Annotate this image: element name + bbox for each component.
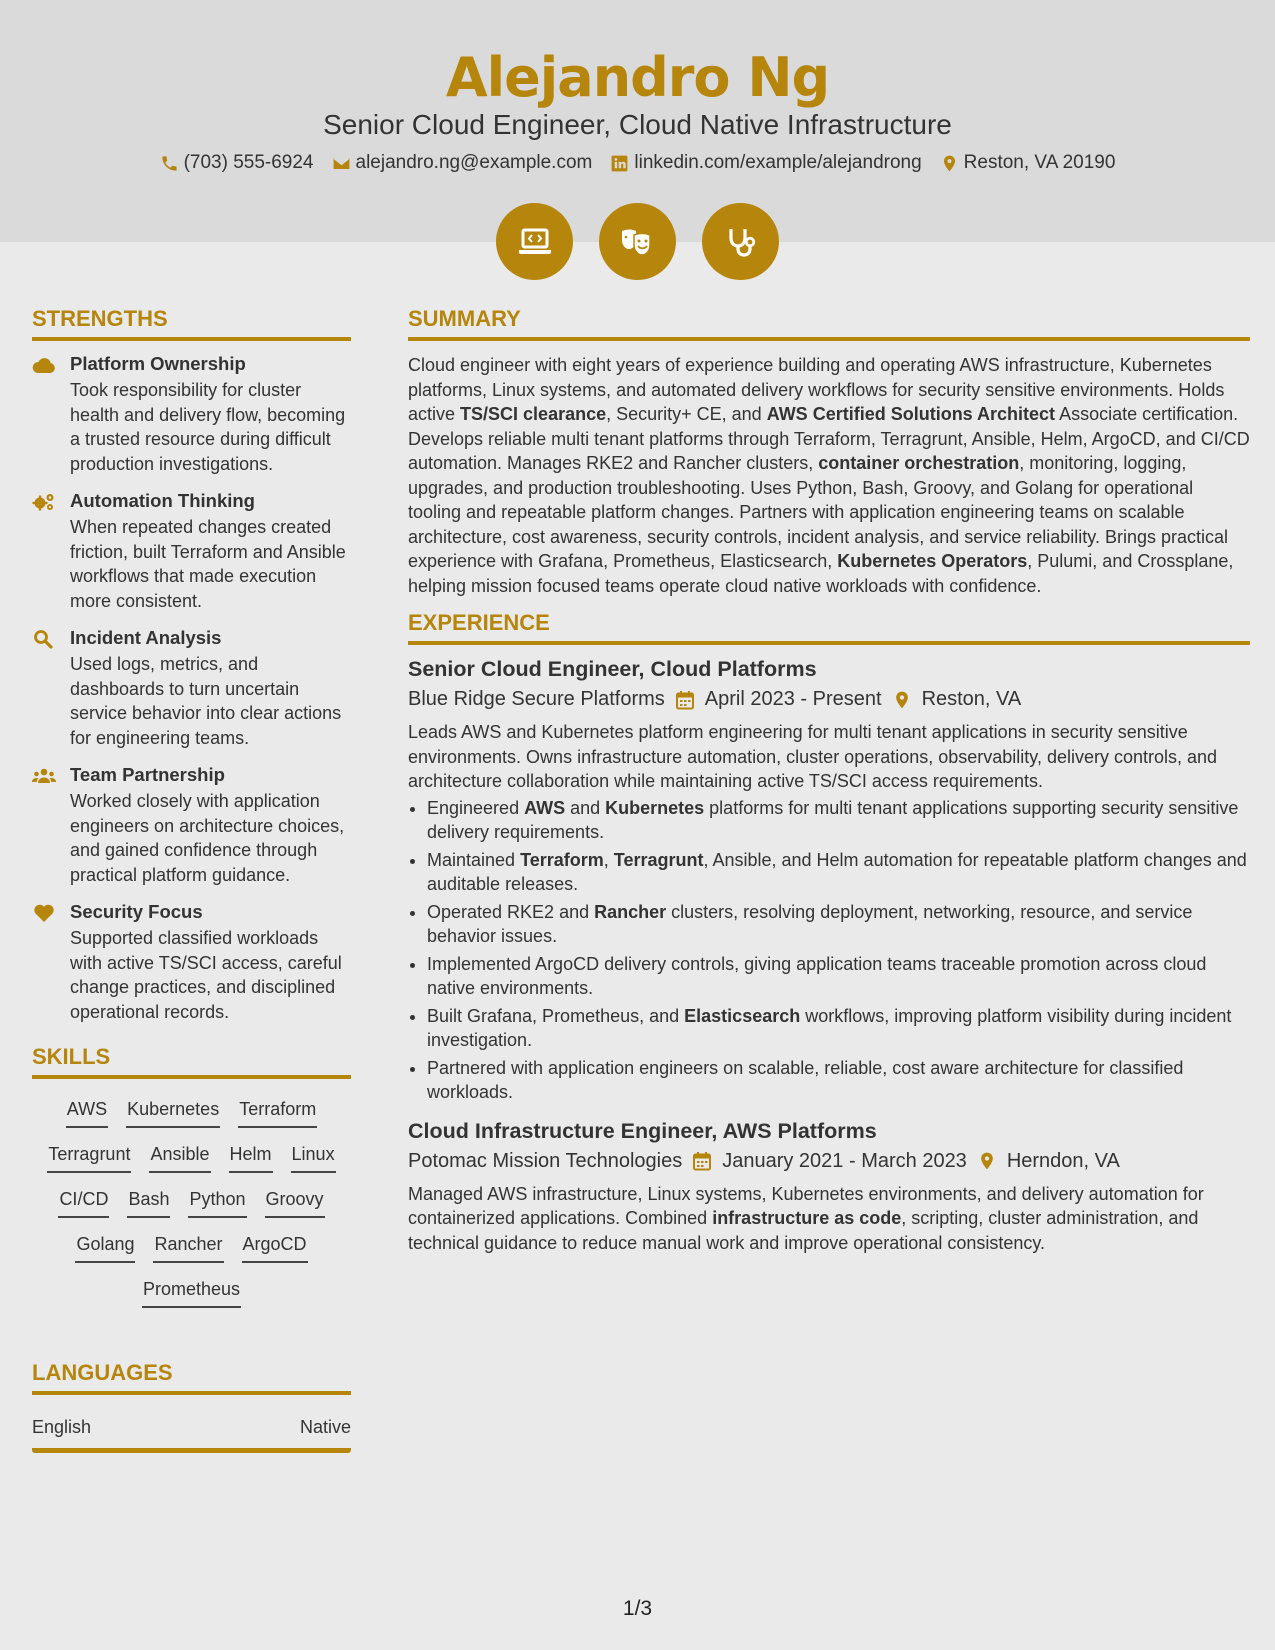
contact-linkedin[interactable] (610, 152, 921, 174)
job-dates: January 2021 - March 2023 (722, 1149, 967, 1172)
job-bullet: • Maintained Terraform, Terragrunt, Ansible, and Helm automation for repeatable platform changes and auditable releases. (427, 848, 1250, 897)
right-column (408, 306, 1250, 1257)
interest-icons (0, 203, 1275, 280)
skills-heading: SKILLS (32, 1044, 351, 1079)
skill-tag: Prometheus (142, 1279, 241, 1308)
cogs-icon (32, 492, 56, 512)
skill-tag: ArgoCD (242, 1234, 308, 1263)
envelope-icon (332, 154, 351, 173)
page-number: 1/3 (622, 1597, 653, 1620)
skill-tag: Golang (75, 1234, 135, 1263)
skill-tag: Linux (291, 1144, 336, 1173)
skill-tag: Kubernetes (126, 1099, 220, 1128)
skill-tag: Terraform (238, 1099, 317, 1128)
job-bullet: • Partnered with application engineers on scalable, reliable, cost aware architecture for classified workloads. (427, 1056, 1250, 1105)
strength-title: Security Focus (70, 901, 203, 922)
job-bullet: • Built Grafana, Prometheus, and Elasticsearch workflows, improving platform visibility during incident investigation. (427, 1004, 1250, 1053)
experience-heading: EXPERIENCE (408, 610, 1250, 645)
summary-heading: SUMMARY (408, 306, 1250, 341)
job-location: Herndon, VA (1006, 1149, 1120, 1172)
skill-tag: Python (188, 1189, 246, 1218)
contact-email[interactable] (332, 152, 593, 174)
map-pin-icon (977, 1151, 997, 1171)
linkedin-icon (610, 154, 629, 173)
job-entry (408, 1119, 1250, 1256)
job-description: Managed AWS infrastructure, Linux systems, Kubernetes environments, and delivery automation for containerized applications. Combined infrastructure as code, scripting, cluster administration, and technical guidance to reduce manual work and improve operational consistency. (408, 1183, 1204, 1253)
strength-item (32, 490, 351, 613)
strengths-heading: STRENGTHS (32, 306, 351, 341)
calendar-icon (692, 1151, 712, 1171)
strength-desc: Worked closely with application engineers on architecture choices, and gained confidence through practical platform guidance. (70, 791, 345, 885)
skill-tag: Helm (229, 1144, 273, 1173)
contact-bar (0, 152, 1275, 174)
contact-linkedin-text: linkedin.com/example/alejandrong (634, 152, 922, 173)
map-pin-icon (892, 690, 912, 710)
job-description: Leads AWS and Kubernetes platform engineering for multi tenant applications in security sensitive environments. Owns infrastructure automation, cluster operations, observability, delivery controls, and architecture collaboration while maintaining active TS/SCI access requirements. (408, 722, 1218, 791)
skill-tag: AWS (66, 1099, 108, 1128)
job-meta (408, 688, 1250, 711)
skill-tag: CI/CD (58, 1189, 109, 1218)
contact-phone[interactable] (160, 152, 314, 174)
strength-title: Automation Thinking (70, 490, 255, 511)
strength-title: Team Partnership (70, 764, 225, 785)
strength-desc: Used logs, metrics, and dashboards to turn uncertain service behavior into clear actions for engineering teams. (70, 654, 342, 748)
skill-tag: Rancher (153, 1234, 223, 1263)
job-title: Senior Cloud Engineer, Cloud Platforms (408, 657, 817, 681)
job-bullet: • Engineered AWS and Kubernetes platforms for multi tenant applications supporting security sensitive delivery requirements. (427, 796, 1250, 845)
strength-item (32, 764, 351, 887)
contact-location (940, 152, 1116, 174)
job-company: Blue Ridge Secure Platforms (408, 688, 665, 710)
job-location: Reston, VA (921, 688, 1022, 710)
job-title: Cloud Infrastructure Engineer, AWS Platforms (408, 1118, 877, 1143)
skill-tag: Bash (127, 1189, 170, 1218)
job-bullet: • Implemented ArgoCD delivery controls, giving application teams traceable promotion across cloud native environments. (427, 952, 1250, 1001)
job-bullets (408, 796, 1250, 1105)
candidate-name: Alejandro Ng (445, 46, 830, 109)
strength-item (32, 901, 351, 1024)
skills-list (32, 1091, 351, 1308)
contact-phone-text: (703) 555-6924 (183, 152, 314, 173)
phone-icon (160, 154, 179, 173)
stethoscope-icon (702, 203, 779, 280)
strength-title: Platform Ownership (70, 353, 246, 374)
heart-icon (32, 903, 56, 923)
map-pin-icon (940, 154, 959, 173)
job-entry (408, 657, 1250, 1105)
strength-title: Incident Analysis (70, 627, 222, 648)
strength-item (32, 627, 351, 750)
language-name: English (32, 1417, 92, 1437)
job-dates: April 2023 - Present (704, 688, 882, 710)
candidate-title: Senior Cloud Engineer, Cloud Native Infrastructure (323, 109, 952, 140)
skill-tag: Ansible (149, 1144, 210, 1173)
contact-location-text: Reston, VA 20190 (963, 152, 1116, 173)
strength-desc: Supported classified workloads with active TS/SCI access, careful change practices, and disciplined operational records. (70, 928, 342, 1022)
job-company: Potomac Mission Technologies (408, 1149, 683, 1172)
theater-masks-icon (599, 203, 676, 280)
cloud-icon (32, 355, 56, 375)
job-meta (408, 1150, 1250, 1173)
job-bullet: • Operated RKE2 and Rancher clusters, resolving deployment, networking, resource, and service behavior issues. (427, 900, 1250, 949)
strength-desc: When repeated changes created friction, built Terraform and Ansible workflows that made execution more consistent. (70, 517, 346, 611)
strength-item (32, 353, 351, 476)
languages-heading: LANGUAGES (32, 1360, 351, 1395)
language-level: Native (299, 1417, 351, 1437)
contact-email-text: alejandro.ng@example.com (355, 152, 593, 173)
left-column (32, 306, 351, 1453)
laptop-code-icon (496, 203, 573, 280)
skill-tag: Terragrunt (47, 1144, 131, 1173)
users-icon (32, 766, 56, 786)
skill-tag: Groovy (265, 1189, 325, 1218)
search-icon (32, 629, 56, 649)
strength-desc: Took responsibility for cluster health and delivery flow, becoming a trusted resource during difficult production investigations. (70, 380, 346, 474)
summary-text: Cloud engineer with eight years of experience building and operating AWS infrastructure, Kubernetes platforms, Linux systems, and automated delivery workflows for security sensitive environments. Holds active TS/SCI clearance, Security+ CE, and AWS Certified Solutions Architect Associate certification. Develops reliable multi tenant platforms through Terraform, Terragrunt, Ansible, Helm, ArgoCD, and CI/CD automation. Manages RKE2 and Rancher clusters, container orchestration, monitoring, logging, upgrades, and production troubleshooting. Uses Python, Bash, Groovy, and Golang for operational tooling and repeatable platform changes. Partners with application engineering teams on scalable architecture, cost awareness, security controls, incident analysis, and service reliability. Brings practical experience with Grafana, Prometheus, Elasticsearch, Kubernetes Operators, Pulumi, and Crossplane, helping mission focused teams operate cloud native workloads with confidence. (408, 355, 1250, 596)
calendar-icon (675, 690, 695, 710)
language-row (32, 1407, 351, 1453)
